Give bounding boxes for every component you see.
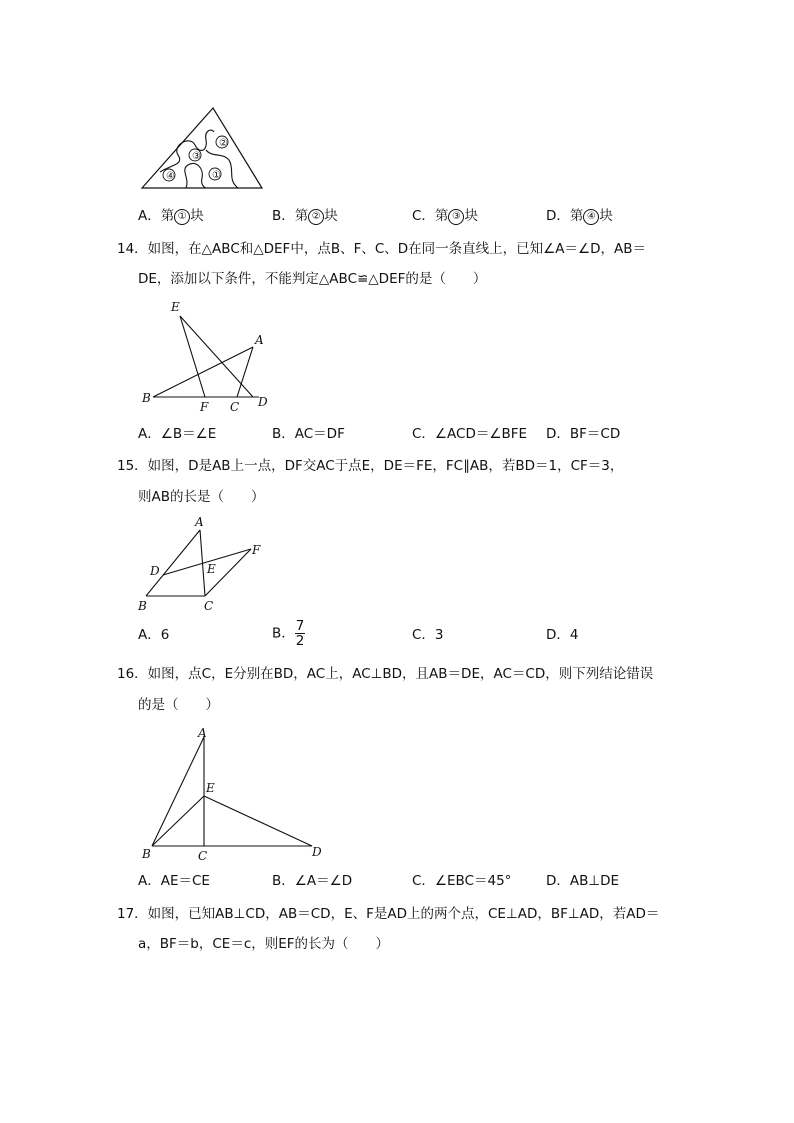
q13-piece-2-label: ② <box>219 138 228 149</box>
q14-question-line-1: 14．如图，在△ABC和△DEF中，点B、F、C、D在同一条直线上，已知∠A＝∠D，AB＝ <box>117 241 646 257</box>
q13-option-a[interactable]: A．第 ① 块 <box>138 208 204 224</box>
q16-line-be <box>152 796 204 846</box>
q16-label-e: E <box>206 781 215 795</box>
q14-label-f: F <box>200 400 209 414</box>
q14-label-d: D <box>258 395 268 409</box>
q14-option-a[interactable]: A．∠B＝∠E <box>138 426 217 442</box>
q15-label-d: D <box>150 564 160 578</box>
q13-option-c[interactable]: C．第 ③ 块 <box>412 208 478 224</box>
q16-label-b: B <box>142 847 151 861</box>
q15-label-f: F <box>252 543 261 557</box>
q15-option-a[interactable]: A．6 <box>138 627 170 643</box>
q13-piece-1-label: ① <box>212 170 221 181</box>
q16-option-b[interactable]: B．∠A＝∠D <box>272 873 353 889</box>
q14-option-c[interactable]: C．∠ACD＝∠BFE <box>412 426 528 442</box>
q16-option-c[interactable]: C．∠EBC＝45° <box>412 873 512 889</box>
q16-option-d[interactable]: D．AB⊥DE <box>546 873 620 889</box>
q13-option-d[interactable]: D．第 ④ 块 <box>546 208 613 224</box>
q16-question-line-2: 的是（ ） <box>138 697 219 713</box>
q15-option-b[interactable]: B． $\frac{7}{2}$ <box>272 618 305 649</box>
q15-label-b: B <box>138 599 147 613</box>
q14-option-d[interactable]: D．BF＝CD <box>546 426 621 442</box>
q15-label-a: A <box>195 515 204 529</box>
q15-question-line-1: 15．如图，D是AB上一点，DF交AC于点E，DE＝FE，FC∥AB，若BD＝1，CF＝3， <box>117 458 624 474</box>
q16-label-d: D <box>312 845 322 859</box>
q14-question-line-2: DE，添加以下条件，不能判定△ABC≌△DEF的是（ ） <box>138 271 487 287</box>
q15-label-e: E <box>207 562 216 576</box>
q14-label-a: A <box>255 333 264 347</box>
q16-label-c: C <box>198 849 208 863</box>
q16-option-a[interactable]: A．AE＝CE <box>138 873 210 889</box>
q14-label-c: C <box>230 400 240 414</box>
q13-piece-3-label: ③ <box>192 151 201 162</box>
q15-option-d[interactable]: D．4 <box>546 627 579 643</box>
q16-question-line-1: 16．如图，点C，E分别在BD，AC上，AC⊥BD，且AB＝DE，AC＝CD，则下列结论错误 <box>117 666 654 682</box>
q15-label-c: C <box>204 599 214 613</box>
q15-option-c[interactable]: C．3 <box>412 627 444 643</box>
q17-question-line-2: a，BF＝b，CE＝c，则EF的长为（ ） <box>138 936 390 952</box>
q14-option-b[interactable]: B．AC＝DF <box>272 426 345 442</box>
q16-line-ba <box>152 737 204 846</box>
q15-option-b-fraction: $\frac{7}{2}$ <box>295 618 305 649</box>
q16-label-a: A <box>198 726 207 740</box>
q13-piece-4-label: ④ <box>166 171 175 182</box>
q14-label-e: E <box>171 300 180 314</box>
q14-label-b: B <box>142 391 151 405</box>
q13-option-b[interactable]: B．第 ② 块 <box>272 208 338 224</box>
q16-line-ed <box>204 796 312 846</box>
q17-question-line-1: 17．如图，已知AB⊥CD，AB＝CD，E、F是AD上的两个点，CE⊥AD，BF⊥AD，若AD＝ <box>117 906 660 922</box>
q15-question-line-2: 则AB的长是（ ） <box>138 489 265 505</box>
